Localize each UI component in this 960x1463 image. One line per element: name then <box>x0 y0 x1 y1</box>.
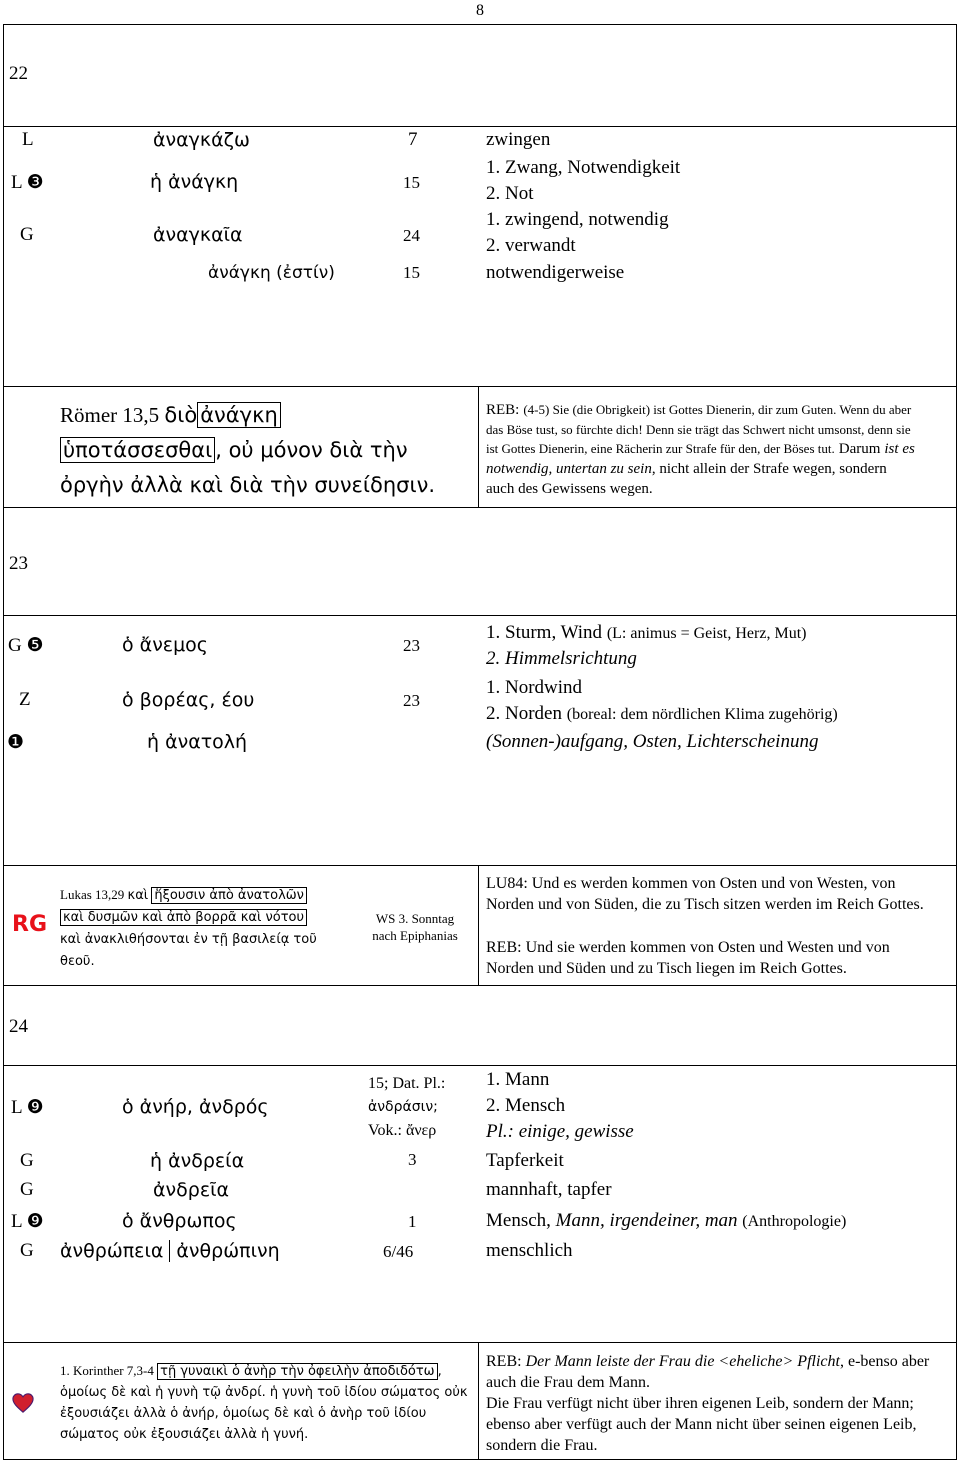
bible-quote-greek <box>60 884 350 972</box>
meaning-text: 2. Norden <box>486 703 562 724</box>
freq-text: Vok.: ἄνερ <box>368 1122 437 1139</box>
vocab-meaning: (Sonnen-)aufgang, Osten, Lichterscheinung <box>486 731 819 752</box>
section-number: 24 <box>9 1016 28 1037</box>
vocab-greek: ὁ ἄνεμος <box>122 634 208 656</box>
vocab-frequency: 15 <box>403 173 420 192</box>
translation-label: REB: <box>486 402 520 418</box>
translation-reb <box>486 1351 941 1456</box>
rg-badge: RG <box>12 912 47 937</box>
vocab-meaning: 1. Nordwind <box>486 677 583 698</box>
vocab-greek: ἀνδρεῖα <box>153 1179 230 1201</box>
translation-text: Darum <box>838 441 881 457</box>
vocab-greek: ἡ ἀνάγκη <box>150 171 239 193</box>
vocab-meaning: 2. Not <box>486 183 534 204</box>
meaning-text: 1. Sturm, Wind <box>486 622 603 643</box>
vocab-meaning: menschlich <box>486 1240 573 1261</box>
translation-text: , e-benso aber auch die Frau dem Mann. <box>486 1353 930 1391</box>
quote-reference: 1. Korinther 7,3-4 <box>60 1363 154 1378</box>
vocab-greek: ἡ ἀνατολή <box>147 731 248 753</box>
bible-quote-greek <box>60 398 480 503</box>
greek-variant: ἀνθρώπινη <box>176 1240 280 1262</box>
vocab-meaning: Tapferkeit <box>486 1150 564 1171</box>
vocab-tag: L ❾ <box>11 1097 44 1118</box>
greek-text: , <box>437 1364 442 1379</box>
bible-quote-greek <box>60 1361 475 1445</box>
divider <box>3 1065 957 1066</box>
vocab-frequency: 23 <box>403 636 420 655</box>
divider <box>3 386 957 387</box>
meaning-note: (L: animus = Geist, Herz, Mut) <box>606 625 807 642</box>
vocab-meaning: 2. Himmelsrichtung <box>486 648 637 669</box>
vocab-greek: ὁ ἄνθρωπος <box>122 1210 237 1232</box>
vocab-tag: L <box>22 129 34 150</box>
greek-text: ὀργὴν ἀλλὰ καὶ διὰ τὴν συνείδησιν. <box>60 473 435 497</box>
translation-reb <box>486 400 916 499</box>
vocab-meaning: mannhaft, tapfer <box>486 1179 612 1200</box>
highlighted-phrase: καὶ δυσμῶν καὶ ἀπὸ βορρᾶ καὶ νότου <box>60 909 307 926</box>
vocab-tag: ❶ <box>7 732 25 753</box>
divider <box>3 507 957 508</box>
meaning-emphasis: Mann, irgendeiner, man <box>555 1210 738 1231</box>
divider <box>3 865 957 866</box>
highlighted-word: ἀνάγκη <box>197 402 281 428</box>
vocab-tag: G <box>20 1179 34 1200</box>
vocab-meaning <box>486 1210 846 1232</box>
vocab-greek: ἡ ἀνδρεία <box>150 1150 245 1172</box>
greek-text: καὶ ἀνακλιθήσονται ἐν τῇ βασιλείᾳ τοῦ θεοῦ. <box>60 932 317 969</box>
vocab-frequency: 15 <box>403 263 420 282</box>
greek-text: διὸ <box>164 403 198 427</box>
vocab-meaning: zwingen <box>486 129 551 150</box>
vocab-tag: L ❸ <box>11 172 44 193</box>
divider <box>3 1342 957 1343</box>
page-number: 8 <box>476 2 484 19</box>
translation-text: (4-5) Sie (die Obrigkeit) ist Gottes Dienerin, dir zum Guten. Wenn du aber das Böse tust, so fürchte dich! Denn sie trägt das Schwert nicht umsonst, denn sie ist Gottes Dienerin, eine Rächerin zur Strafe für den, der Böses tut. <box>486 402 912 456</box>
vocab-greek: ὁ ἀνήρ, ἀνδρός <box>122 1096 269 1118</box>
greek-text: καὶ <box>127 888 149 903</box>
translation-emphasis: Der Mann leiste der Frau die <eheliche> Pflicht <box>525 1353 840 1370</box>
greek-variant: ἀνθρώπεια <box>60 1240 164 1262</box>
vocab-meaning: 2. Mensch <box>486 1095 566 1116</box>
quote-reference: Römer 13,5 <box>60 403 160 427</box>
vocab-tag: G <box>20 1240 34 1261</box>
highlighted-phrase: ἥξουσιν ἀπὸ ἀνατολῶν <box>151 887 307 904</box>
translation-text: , nicht allein der Strafe wegen, sondern auch des Gewissens wegen. <box>486 461 887 497</box>
vocab-meaning: 1. zwingend, notwendig <box>486 209 669 230</box>
vocab-meaning: 1. Zwang, Notwendigkeit <box>486 157 681 178</box>
column-divider <box>478 865 479 985</box>
quote-reference: Lukas 13,29 <box>60 887 125 902</box>
translation-lu84: LU84: Und es werden kommen von Osten und von Westen, von Norden und von Süden, die zu Tisch sitzen werden im Reich Gottes. <box>486 875 924 913</box>
vocab-greek: ἀνάγκη (ἐστίν) <box>208 263 335 283</box>
freq-text: ἀνδράσιν; <box>368 1099 438 1115</box>
vocab-frequency: 7 <box>408 129 418 150</box>
vocab-meaning: Pl.: einige, gewisse <box>486 1121 634 1142</box>
vocab-meaning <box>486 703 838 725</box>
vocab-greek <box>60 1240 280 1262</box>
freq-text: 15; Dat. Pl.: <box>368 1075 446 1092</box>
vocab-meaning <box>486 622 806 644</box>
vocab-greek: ὁ βορέας, έου <box>122 689 255 711</box>
translation-reb: REB: Und sie werden kommen von Osten und Westen und von Norden und Süden und zu Tisch liegen im Reich Gottes. <box>486 939 890 977</box>
section-number: 22 <box>9 63 28 84</box>
occasion-text: WS 3. Sonntag <box>375 911 455 926</box>
greek-text: ὁμοίως δὲ καὶ ἡ γυνὴ τῷ ἀνδρί. ἡ γυνὴ τοῦ ἰδίου σώματος οὐκ ἐξουσιάζει ἀλλὰ ὁ ἀνήρ, ὁμοίως δὲ καὶ ὁ ἀνὴρ τοῦ ἰδίου σώματος οὐκ ἐξουσιάζει ἀλλὰ ἡ γυνή. <box>60 1385 468 1442</box>
section-number: 23 <box>9 553 28 574</box>
vocab-greek: ἀναγκαῖα <box>153 224 243 246</box>
divider <box>3 985 957 986</box>
vocab-meaning: 1. Mann <box>486 1069 550 1090</box>
meaning-note: (Anthropologie) <box>742 1213 847 1230</box>
vocab-frequency: 23 <box>403 691 420 710</box>
vocab-frequency: 24 <box>403 226 420 245</box>
vocab-frequency: 3 <box>408 1150 417 1169</box>
vocab-frequency <box>368 1072 445 1142</box>
divider <box>3 126 957 127</box>
vocab-frequency: 1 <box>408 1212 417 1231</box>
occasion-text: nach Epiphanias <box>372 928 458 943</box>
vocab-tag: Z <box>19 689 31 710</box>
vocab-greek: ἀναγκάζω <box>153 129 250 151</box>
column-divider <box>478 1342 479 1460</box>
divider <box>3 615 957 616</box>
liturgical-occasion <box>360 910 470 944</box>
vocab-meaning: notwendigerweise <box>486 262 625 283</box>
highlighted-phrase: τῇ γυναικὶ ὁ ἀνὴρ τὴν ὀφειλὴν ἀποδιδότω <box>157 1363 437 1380</box>
vocab-meaning: 2. verwandt <box>486 235 576 256</box>
vocab-tag: G <box>20 224 34 245</box>
highlighted-word: ὑποτάσσεσθαι <box>60 437 215 463</box>
vocab-tag: L ❾ <box>11 1211 44 1232</box>
meaning-note: (boreal: dem nördlichen Klima zugehörig) <box>566 706 838 723</box>
translation-label: REB: <box>486 1353 522 1370</box>
meaning-text: Mensch, <box>486 1210 556 1231</box>
vocab-tag: G <box>20 1150 34 1171</box>
vocab-tag: G ❺ <box>8 635 44 656</box>
translation-emphasis: ist es notwendig, untertan zu sein <box>486 441 915 477</box>
vocab-frequency: 6/46 <box>383 1242 414 1261</box>
translation-text: Die Frau verfügt nicht über ihren eigenen Leib, sondern der Mann; ebenso aber verfügt auch der Mann nicht über seinen eigenen Leib, sondern die Frau. <box>486 1395 917 1454</box>
greek-text: , οὐ μόνον διὰ τὴν <box>215 438 408 462</box>
heart-icon <box>12 1392 34 1414</box>
